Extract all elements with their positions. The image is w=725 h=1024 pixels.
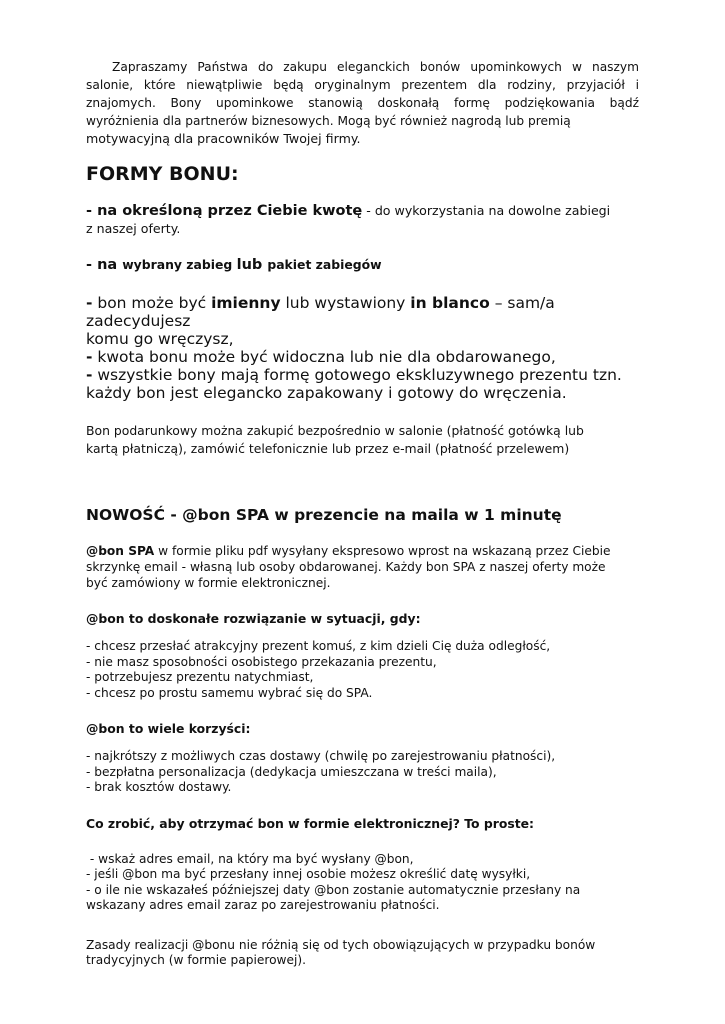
forms-heading: FORMY BONU: bbox=[86, 163, 239, 185]
news-intro-text: w formie pliku pdf wysyłany ekspresowo wprost na wskazaną przez Ciebie bbox=[154, 544, 611, 558]
list-item: - potrzebujesz prezentu natychmiast, bbox=[86, 670, 314, 684]
purchase-text: Bon podarunkowy można zakupić bezpośrednio w salonie (płatność gotówką lub bbox=[86, 423, 584, 438]
list-item: - wskaż adres email, na który ma być wysłany @bon, bbox=[86, 851, 414, 866]
option-treatment-b: pakiet zabiegów bbox=[267, 257, 382, 272]
feature-item-cont: każdy bon jest elegancko zapakowany i gotowy do wręczenia. bbox=[86, 384, 567, 402]
list-item: wskazany adres email zaraz po zarejestrowaniu płatności. bbox=[86, 898, 440, 912]
feature-item bbox=[86, 348, 639, 366]
list-item: - bezpłatna personalizacja (dedykacja umieszczana w treści maila), bbox=[86, 764, 497, 779]
intro-paragraph bbox=[86, 58, 639, 148]
feature-item-cont: komu go wręczysz, bbox=[86, 330, 234, 348]
bullet-dash: - bbox=[86, 348, 93, 366]
list-item: - brak kosztów dostawy. bbox=[86, 780, 232, 794]
news-intro-text: być zamówiony w formie elektronicznej. bbox=[86, 576, 331, 590]
news-intro-text: skrzynkę email - własną lub osoby obdarowanej. Każdy bon SPA z naszej oferty może bbox=[86, 560, 606, 574]
list-item: - chcesz po prostu samemu wybrać się do SPA. bbox=[86, 685, 373, 700]
option-treatment-prefix: - na bbox=[86, 257, 123, 273]
news-heading: NOWOŚĆ - @bon SPA w prezencie na maila w 1 minutę bbox=[86, 506, 562, 524]
option-treatment-a: wybrany zabieg bbox=[122, 257, 237, 272]
bullet-dash: - bbox=[86, 294, 93, 312]
rules-paragraph bbox=[86, 938, 639, 969]
feature-item bbox=[86, 366, 639, 384]
option-treatment-or: lub bbox=[236, 257, 268, 273]
option-amount-desc-cont: z naszej oferty. bbox=[86, 221, 181, 236]
benefits-heading: @bon to wiele korzyści: bbox=[86, 721, 251, 736]
list-item: - o ile nie wskazałeś późniejszej daty @bon zostanie automatycznie przesłany na bbox=[86, 882, 581, 897]
feature-text: wszystkie bony mają formę gotowego ekskluzywnego prezentu tzn. bbox=[92, 366, 622, 384]
solution-list bbox=[86, 639, 639, 701]
intro-text: Zapraszamy Państwa do zakupu eleganckich bonów upominkowych w naszym salonie, które niewątpliwie będą oryginalnym prezentem dla rodziny, przyjaciół i znajomych. Bony upominkowe stanowią doskonałą formę podziękowania bądź wyróżnienia dla partnerów biznesowych. Mogą być również nagrodą lub premią bbox=[86, 60, 639, 128]
bullet-dash: - bbox=[86, 366, 93, 384]
document-page bbox=[86, 58, 639, 969]
option-amount bbox=[86, 202, 639, 238]
option-amount-desc: - do wykorzystania na dowolne zabiegi bbox=[362, 203, 611, 218]
features-list bbox=[86, 294, 639, 402]
option-amount-title: - na określoną przez Ciebie kwotę bbox=[86, 203, 363, 219]
feature-text: kwota bonu może być widoczna lub nie dla obdarowanego, bbox=[92, 348, 556, 366]
feature-emph: in blanco bbox=[410, 294, 490, 312]
howto-heading: Co zrobić, aby otrzymać bon w formie elektronicznej? To proste: bbox=[86, 815, 535, 831]
benefits-list bbox=[86, 749, 639, 796]
news-intro-bold: @bon SPA bbox=[86, 544, 155, 558]
howto-list bbox=[86, 852, 639, 914]
rules-text: tradycyjnych (w formie papierowej). bbox=[86, 953, 307, 967]
list-item: - jeśli @bon ma być przesłany innej osobie możesz określić datę wysyłki, bbox=[86, 867, 531, 881]
list-item: - najkrótszy z możliwych czas dostawy (chwilę po zarejestrowaniu płatności), bbox=[86, 749, 556, 763]
news-intro bbox=[86, 543, 639, 591]
option-treatment bbox=[86, 256, 639, 274]
rules-text: Zasady realizacji @bonu nie różnią się od tych obowiązujących w przypadku bonów bbox=[86, 937, 596, 952]
list-item: - chcesz przesłać atrakcyjny prezent komuś, z kim dzieli Cię duża odległość, bbox=[86, 639, 551, 653]
solution-heading: @bon to doskonałe rozwiązanie w sytuacji, gdy: bbox=[86, 611, 421, 626]
feature-emph: imienny bbox=[211, 294, 281, 312]
purchase-text: kartą płatniczą), zamówić telefonicznie lub przez e-mail (płatność przelewem) bbox=[86, 441, 570, 456]
feature-text: – sam/a zadecydujesz bbox=[86, 294, 555, 330]
intro-text-end: motywacyjną dla pracowników Twojej firmy. bbox=[86, 131, 361, 146]
feature-text: bon może być bbox=[92, 294, 212, 312]
feature-item bbox=[86, 294, 639, 330]
purchase-paragraph bbox=[86, 422, 639, 458]
feature-text: lub wystawiony bbox=[280, 294, 411, 312]
list-item: - nie masz sposobności osobistego przekazania prezentu, bbox=[86, 654, 437, 669]
